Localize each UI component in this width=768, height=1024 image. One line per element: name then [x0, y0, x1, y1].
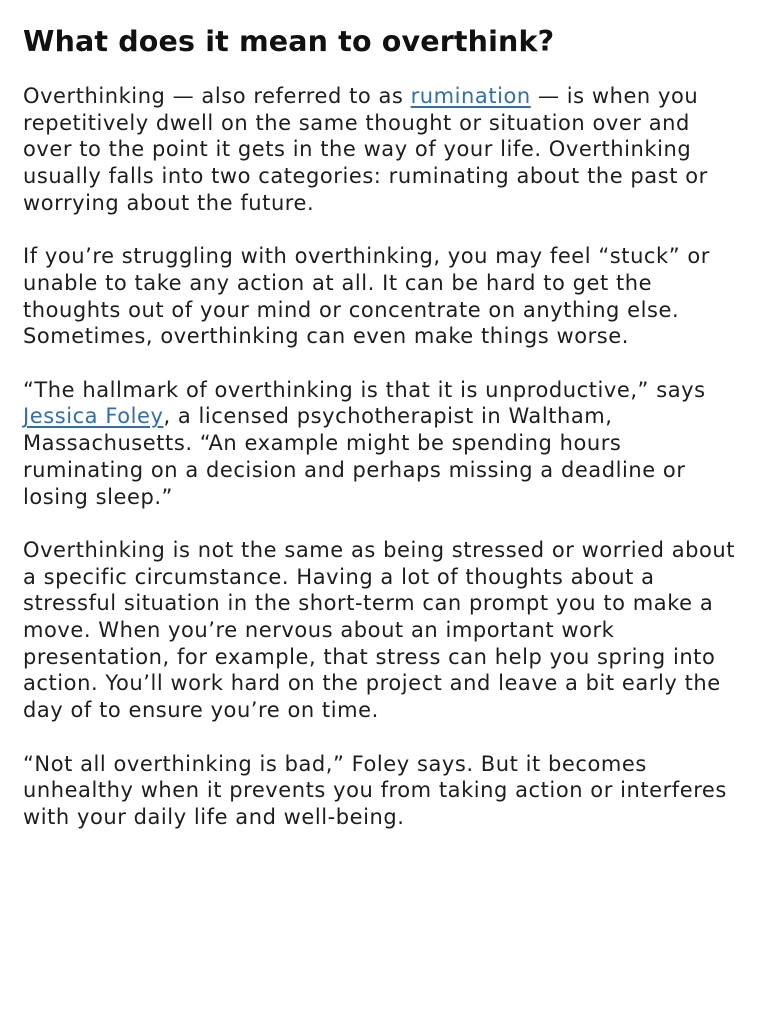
paragraph-definition-text-start: Overthinking — also referred to as — [23, 84, 411, 108]
paragraph-feeling-stuck: If you’re struggling with overthinking, you may feel “stuck” or unable to take any action at all. It can be hard to get the thoughts out of your mind or concentrate on anything else. Sometimes, overthinking can even make things worse. — [23, 244, 710, 349]
rumination-link[interactable]: rumination — [410, 84, 531, 108]
paragraph-stress-comparison: Overthinking is not the same as being stressed or worried about a specific circumstance. Having a lot of thoughts about a stressful situation in the short-term can prompt you to make a move. When you’re nervous about an important work presentation, for example, that stress can help you spring into action. You’ll work hard on the project and leave a bit early the day of to ensure you’re on time. — [23, 537, 736, 723]
jessica-foley-link[interactable]: Jessica Foley — [23, 404, 164, 429]
paragraph-quote-text-end: , a licensed psychotherapist in Waltham, Massachusetts. “An example might be spending hours ruminating on a decision and perhaps missing a deadline or losing sleep.” — [23, 404, 686, 509]
article-heading: What does it mean to overthink? — [23, 25, 555, 58]
paragraph-not-all-bad: “Not all overthinking is bad,” Foley says. But it becomes unhealthy when it prevents you from taking action or interferes with your daily life and well-being. — [23, 751, 727, 829]
paragraph-quote-text-start: “The hallmark of overthinking is that it is unproductive,” says — [23, 377, 706, 402]
paragraph-definition-text-end: — is when you repetitively dwell on the same thought or situation over and over to the point it gets in the way of your life. Overthinking usually falls into two categories: ruminating about the past or worrying about the future. — [23, 84, 708, 215]
paragraph-definition — [23, 83, 744, 217]
paragraph-quote-foley — [23, 377, 744, 511]
